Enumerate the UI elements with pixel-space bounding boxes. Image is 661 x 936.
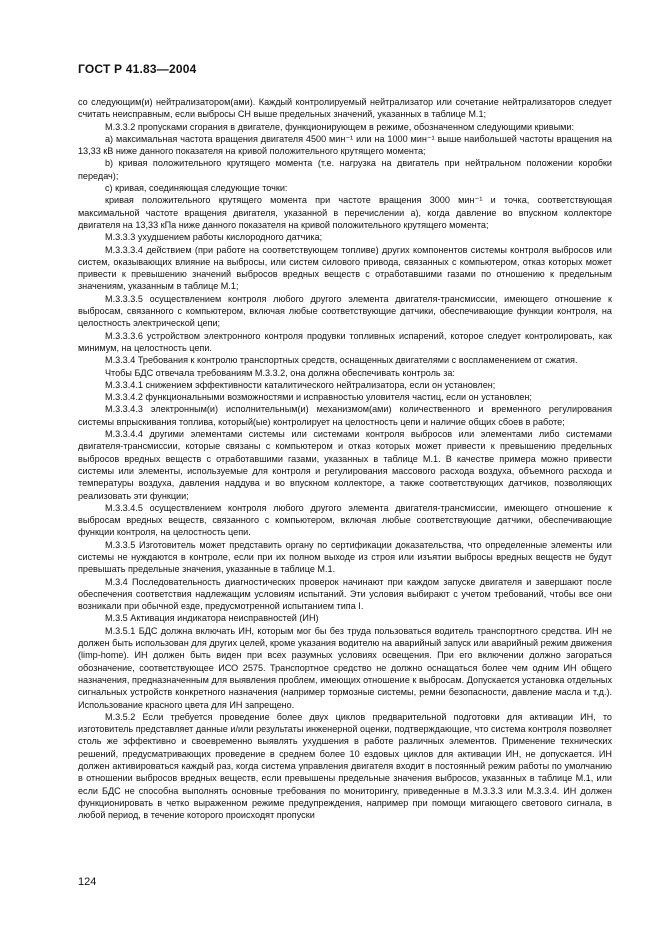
paragraph: Чтобы БДС отвечала требованиям М.3.3.2, она должна обеспечивать контроль за: [105, 367, 455, 378]
paragraph: М.3.3.5 Изготовитель может представить органу по сертификации доказательства, что определенные элементы или системы не нуждаются в контроле, если при их полном выходе из строя или изъятии выбросы вредных веществ не будут превышать предельные значения, указанные в таблице М.1. [78, 539, 612, 575]
paragraph: c) кривая, соединяющая следующие точки: [105, 183, 288, 194]
paragraph: М.3.3.4.4 другими элементами системы или системами контроля выбросов или элементами либо системами двигателя-трансмиссии, которые связаны с компьютером и отказ которых может привести к превышению предельных выбросов вредных веществ с отработавшими газами, указанных в таблице М.1. В качестве примера можно привести системы или элементы, используемые для контроля и регулирования массового расхода воздуха, объемного расхода и температуры воздуха, давления наддува и во впускном коллекторе, а также соответствующих датчиков, позволяющих реализовать эти функции; [78, 429, 612, 501]
paragraph: М.3.4 Последовательность диагностических проверок начинают при каждом запуске двигателя и завершают после обеспечения соответствия надлежащим условиям испытаний. Эти условия выбирают с учетом требований, чтобы все они возникали при обычной езде, предусмотренной испытанием типа I. [78, 576, 612, 612]
paragraph: М.3.5 Активация индикатора неисправностей (ИН) [105, 613, 319, 624]
document-header: ГОСТ Р 41.83—2004 [78, 62, 197, 76]
paragraph: М.3.3.4.5 осуществлением контроля любого другого элемента двигателя-трансмиссии, имеющего отношение к выбросам вредных веществ, связанного с компьютером, включая любые соответствующие датчики, обеспечивающие функции контроля, на целостность цепи. [78, 502, 612, 538]
page-number: 124 [78, 876, 97, 888]
paragraph: М.3.3.4 Требования к контролю транспортных средств, оснащенных двигателями с воспламенением от сжатия. [105, 355, 578, 366]
paragraph: М.3.3.2 пропусками сгорания в двигателе, функционирующем в режиме, обозначенном следующими кривыми: [105, 121, 574, 132]
paragraph: М.3.3.4.3 электронным(и) исполнительным(и) механизмом(ами) количественного и временного регулирования системы впрыскивания топлива, который(ые) контролирует на целостность цепи и наличие общих сбоев в работе; [78, 404, 612, 427]
paragraph: М.3.3.4.1 снижением эффективности каталитического нейтрализатора, если он установлен; [105, 379, 496, 390]
paragraph: М.3.5.2 Если требуется проведение более двух циклов предварительной подготовки для активации ИН, то изготовитель представляет данные и/или результаты инженерной оценки, подтверждающие, что система контроля позволяет столь же эффективно и своевременно выявлять ухудшения в работе различных элементов. Применение технических решений, предусматривающих проведение в среднем более 10 ездовых циклов для активации ИН, не допускается. ИН должен активироваться каждый раз, когда система управления двигателя входит в постоянный режим работы по умолчанию в отношении выбросов вредных веществ, если превышены предельные значения выбросов, указанных в таблице М.1, или если БДС не способна выполнять основные требования по мониторингу, приведенные в М.3.3.3 или М.3.3.4. ИН должен функционировать в четко выраженном режиме предупреждения, например при помощи мигающего светового сигнала, в любой период, в течение которого происходят пропуски [78, 711, 612, 821]
paragraph: М.3.3.3.4 действием (при работе на соответствующем топливе) других компонентов системы контроля выбросов или систем, оказывающих влияние на выбросы, или систем силового привода, связанных с компьютером, отказ которых может привести к превышению значений выбросов вредных веществ с отработавшими газами по отношению к предельным значениям, указанным в таблице М.1; [78, 244, 612, 292]
paragraph: a) максимальная частота вращения двигателя 4500 мин⁻¹ или на 1000 мин⁻¹ выше наибольшей частоты вращения на 13,33 кВ ниже данного показателя на кривой положительного крутящего момента; [78, 133, 612, 157]
paragraph: b) кривая положительного крутящего момента (т.е. нагрузка на двигатель при нейтральном положении коробки передач); [78, 158, 612, 181]
paragraph: со следующим(и) нейтрализатором(ами). Каждый контролируемый нейтрализатор или сочетание нейтрализаторов следует считать неисправным, если выбросы СН выше предельных значений, указанных в таблице М.1; [78, 97, 612, 120]
paragraph: М.3.3.3.5 осуществлением контроля любого другого элемента двигателя-трансмиссии, имеющего отношение к выбросам, связанного с компьютером, включая любые соответствующие датчики, обеспечивающие функции контроля, на целостность электрической цепи; [78, 293, 612, 329]
paragraph: кривая положительного крутящего момента при частоте вращения 3000 мин⁻¹ и точка, соответствующая максимальной частоте вращения двигателя, указанной в перечислении а), когда давление во впускном коллекторе двигателя на 13,33 кПа ниже данного показателя на кривой положительного крутящего момента; [78, 195, 612, 230]
paragraph: М.3.3.3.6 устройством электронного контроля продувки топливных испарений, которое следует контролировать, как минимум, на целостность цепи. [78, 330, 612, 353]
paragraph: М.3.3.4.2 функциональными возможностями и исправностью уловителя частиц, если он установлен; [105, 392, 532, 403]
paragraph: М.3.5.1 БДС должна включать ИН, которым мог бы без труда пользоваться водитель транспортного средства. ИН не должен быть использован для других целей, кроме указания водителю на аварийный запуск или аварийный режим движения (limp-home). ИН должен быть виден при всех разумных условиях освещения. При его включении должно загораться обозначение, соответствующее ИСО 2575. Транспортное средство не должно оснащаться более чем одним ИН общего назначения, предназначенным для выявления проблем, имеющих отношение к выбросам. Допускается установка отдельных сигнальных устройств конкретного назначения (например тормозные системы, ремни безопасности, давление масла и т.д.). Использование красного цвета для ИН запрещено. [78, 625, 612, 710]
paragraph: М.3.3.3 ухудшением работы кислородного датчика; [105, 232, 323, 243]
document-body [78, 96, 612, 822]
